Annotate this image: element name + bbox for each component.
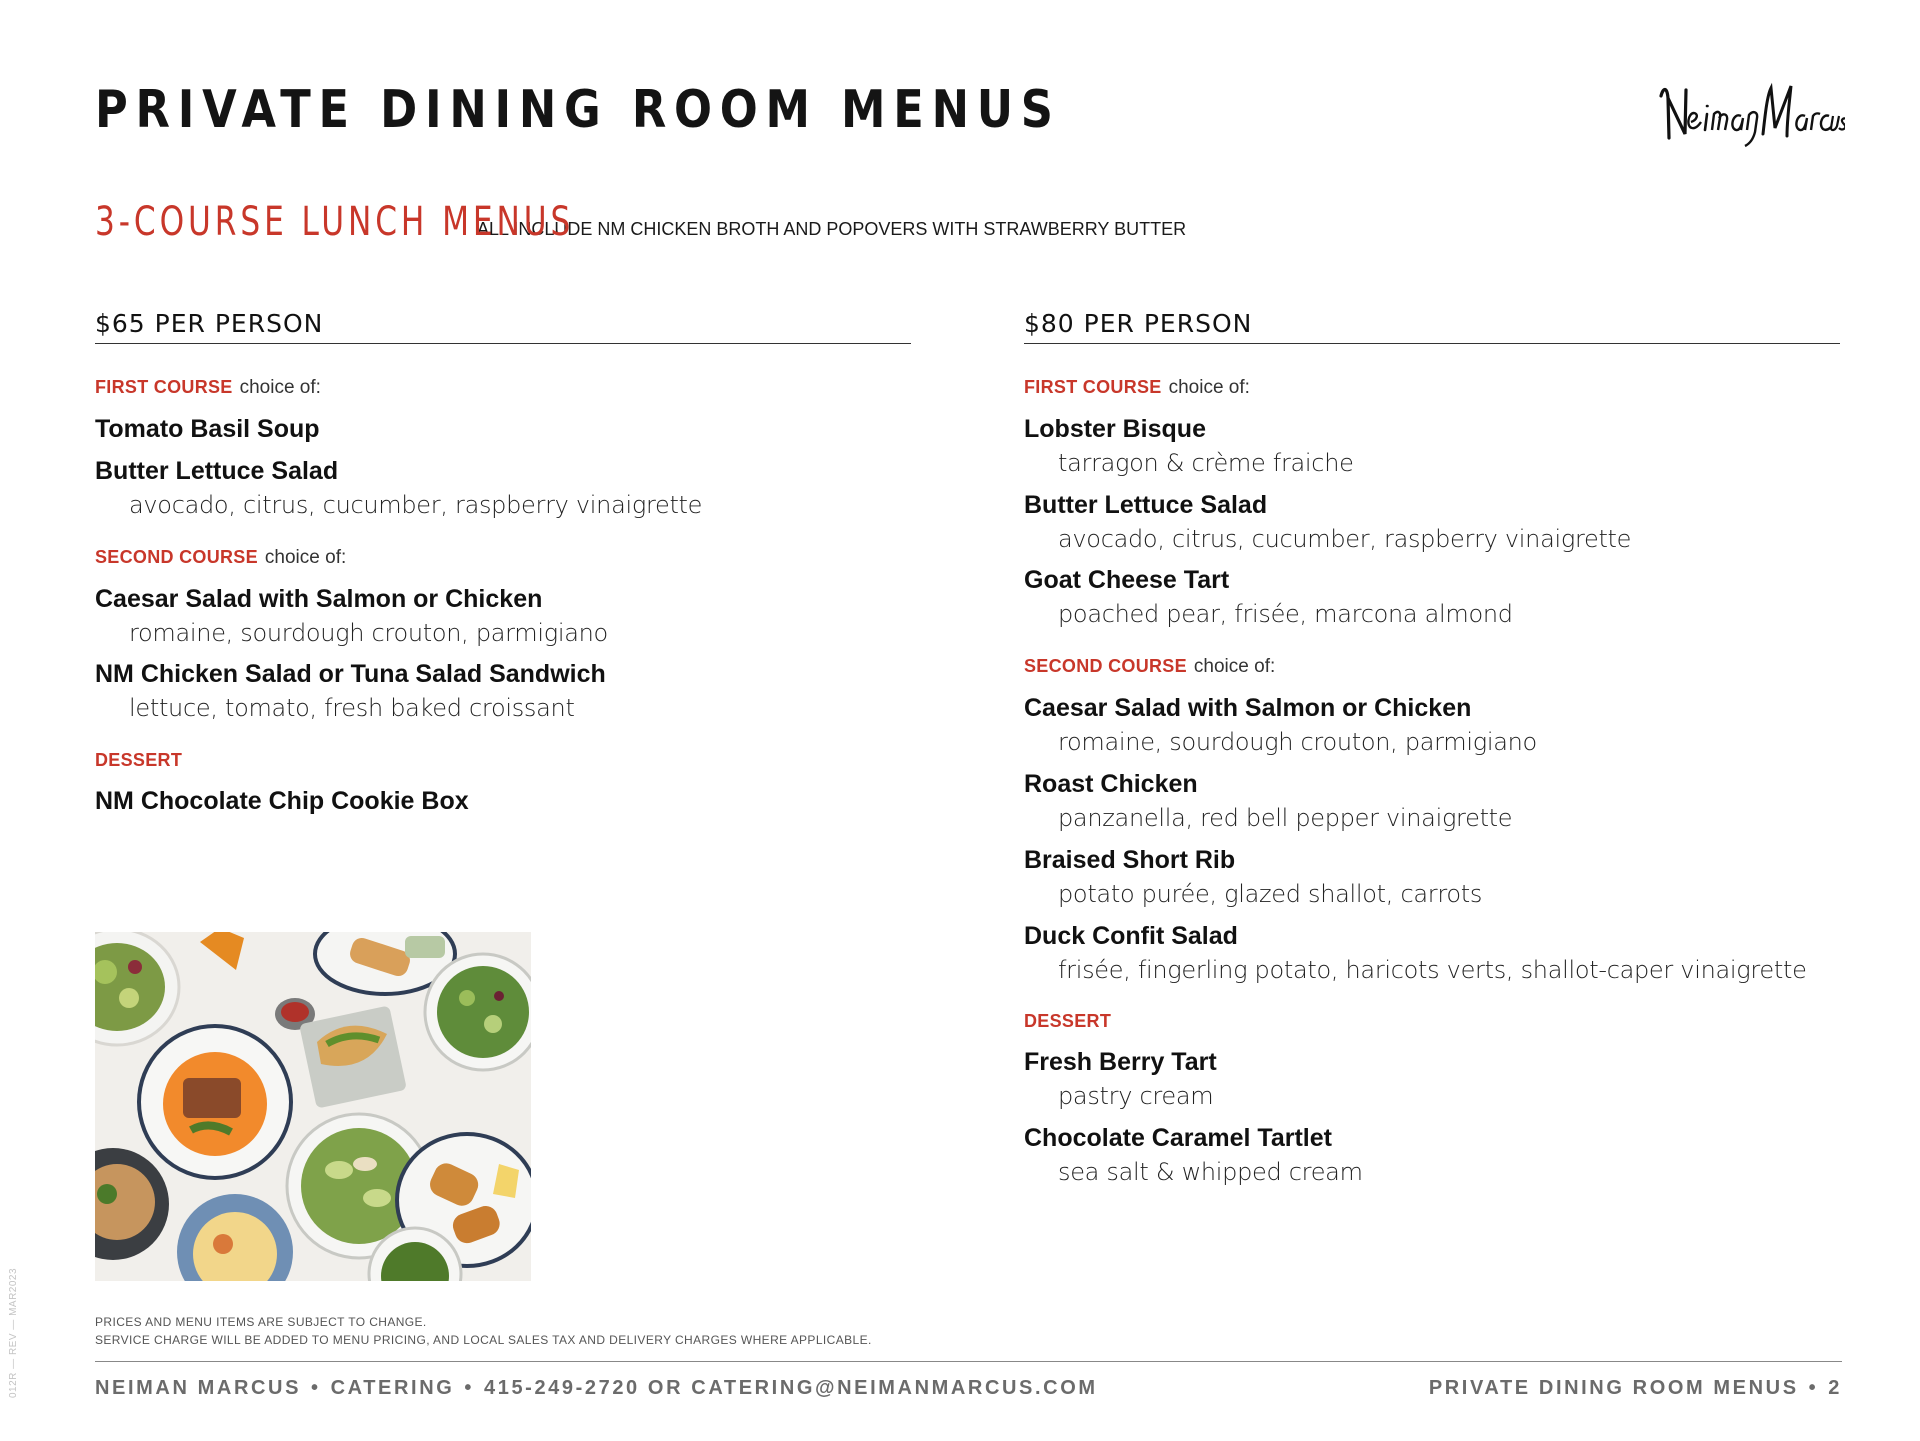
menu-item xyxy=(1024,769,1840,833)
course-label xyxy=(95,751,911,769)
page-title: PRIVATE DINING ROOM MENUS xyxy=(95,80,1061,140)
item-description: panzanella, red bell pepper vinaigrette xyxy=(1058,803,1513,832)
item-name: Duck Confit Salad xyxy=(1024,921,1238,950)
menu-item xyxy=(1024,490,1840,554)
item-name: Fresh Berry Tart xyxy=(1024,1048,1217,1077)
section-heading xyxy=(95,196,1187,245)
course-name: SECOND COURSE xyxy=(95,546,258,567)
item-name: NM Chocolate Chip Cookie Box xyxy=(95,787,469,816)
footer-brand: NEIMAN MARCUS xyxy=(95,1377,302,1399)
footer-separator: • xyxy=(464,1377,475,1399)
course-note: choice of: xyxy=(1168,376,1250,398)
item-name: Braised Short Rib xyxy=(1024,845,1236,874)
course-name: DESSERT xyxy=(1024,1011,1112,1032)
footer-document-title: PRIVATE DINING ROOM MENUS xyxy=(1428,1377,1799,1399)
item-description: poached pear, frisée, marcona almond xyxy=(1058,600,1513,629)
menu-item xyxy=(1024,414,1840,478)
menu-item xyxy=(1024,1123,1840,1187)
course-label xyxy=(1024,657,1840,676)
item-name: Goat Cheese Tart xyxy=(1024,566,1230,595)
course-name: SECOND COURSE xyxy=(1024,656,1187,677)
price-heading: $65 PER PERSON xyxy=(95,310,911,344)
item-description: pastry cream xyxy=(1058,1082,1214,1111)
course-label xyxy=(1024,1012,1840,1030)
footer-contact-details: 415-249-2720 OR CATERING@NEIMANMARCUS.COM xyxy=(484,1377,1098,1399)
footer-divider xyxy=(95,1361,1842,1362)
document-code: 012R — REV — MAR2023 xyxy=(8,1267,19,1398)
footer-department: CATERING xyxy=(330,1377,455,1399)
menu-item xyxy=(1024,845,1840,909)
item-description: lettuce, tomato, fresh baked croissant xyxy=(129,694,575,723)
disclaimer-line: SERVICE CHARGE WILL BE ADDED TO MENU PRICING, AND LOCAL SALES TAX AND DELIVERY CHARGES WHERE APPLICABLE. xyxy=(95,1333,872,1347)
footer-contact xyxy=(95,1378,1098,1398)
menu-80 xyxy=(1024,310,1840,1187)
item-name: Butter Lettuce Salad xyxy=(1024,490,1268,519)
page-number: 2 xyxy=(1828,1377,1842,1399)
disclaimer xyxy=(95,1313,872,1349)
item-description: frisée, fingerling potato, haricots verts, shallot-caper vinaigrette xyxy=(1058,955,1807,984)
course-label xyxy=(1024,378,1840,397)
course-note: choice of: xyxy=(239,376,321,398)
item-name: Butter Lettuce Salad xyxy=(95,456,339,485)
price-heading: $80 PER PERSON xyxy=(1024,310,1840,344)
course-name: DESSERT xyxy=(95,750,183,771)
course-name: FIRST COURSE xyxy=(95,376,233,397)
item-description: romaine, sourdough crouton, parmigiano xyxy=(1058,728,1537,757)
menu-item xyxy=(95,786,911,816)
menu-item xyxy=(95,584,911,648)
neiman-marcus-logo xyxy=(1655,76,1845,154)
course-note: choice of: xyxy=(1193,656,1276,678)
item-description: avocado, citrus, cucumber, raspberry vinaigrette xyxy=(129,490,703,519)
footer-page-info xyxy=(1429,1378,1842,1398)
section-title: 3-COURSE LUNCH MENUS xyxy=(95,199,575,245)
item-name: Chocolate Caramel Tartlet xyxy=(1024,1124,1332,1153)
menu-65 xyxy=(95,310,911,816)
item-name: Caesar Salad with Salmon or Chicken xyxy=(95,584,543,613)
footer-separator: • xyxy=(1808,1377,1819,1399)
item-name: Tomato Basil Soup xyxy=(95,414,320,443)
food-photo xyxy=(95,932,531,1281)
item-description: romaine, sourdough crouton, parmigiano xyxy=(129,618,608,647)
item-name: NM Chicken Salad or Tuna Salad Sandwich xyxy=(95,660,606,689)
course-label xyxy=(95,378,911,397)
item-description: tarragon & crème fraiche xyxy=(1058,448,1354,477)
menu-item xyxy=(95,659,911,723)
menu-item xyxy=(1024,565,1840,629)
menu-item xyxy=(1024,921,1840,985)
menu-item xyxy=(1024,693,1840,757)
disclaimer-line: PRICES AND MENU ITEMS ARE SUBJECT TO CHANGE. xyxy=(95,1315,427,1329)
item-description: potato purée, glazed shallot, carrots xyxy=(1058,879,1483,908)
course-note: choice of: xyxy=(264,546,347,568)
menu-item xyxy=(95,414,911,444)
item-name: Lobster Bisque xyxy=(1024,414,1206,443)
item-description: sea salt & whipped cream xyxy=(1058,1158,1363,1187)
item-name: Caesar Salad with Salmon or Chicken xyxy=(1024,694,1472,723)
course-name: FIRST COURSE xyxy=(1024,376,1162,397)
menu-item xyxy=(95,456,911,520)
section-note: ALL INCLUDE NM CHICKEN BROTH AND POPOVERS WITH STRAWBERRY BUTTER xyxy=(477,219,1187,239)
item-description: avocado, citrus, cucumber, raspberry vinaigrette xyxy=(1058,524,1632,553)
item-name: Roast Chicken xyxy=(1024,769,1198,798)
menu-item xyxy=(1024,1047,1840,1111)
footer-separator: • xyxy=(311,1377,321,1399)
course-label xyxy=(95,548,911,567)
